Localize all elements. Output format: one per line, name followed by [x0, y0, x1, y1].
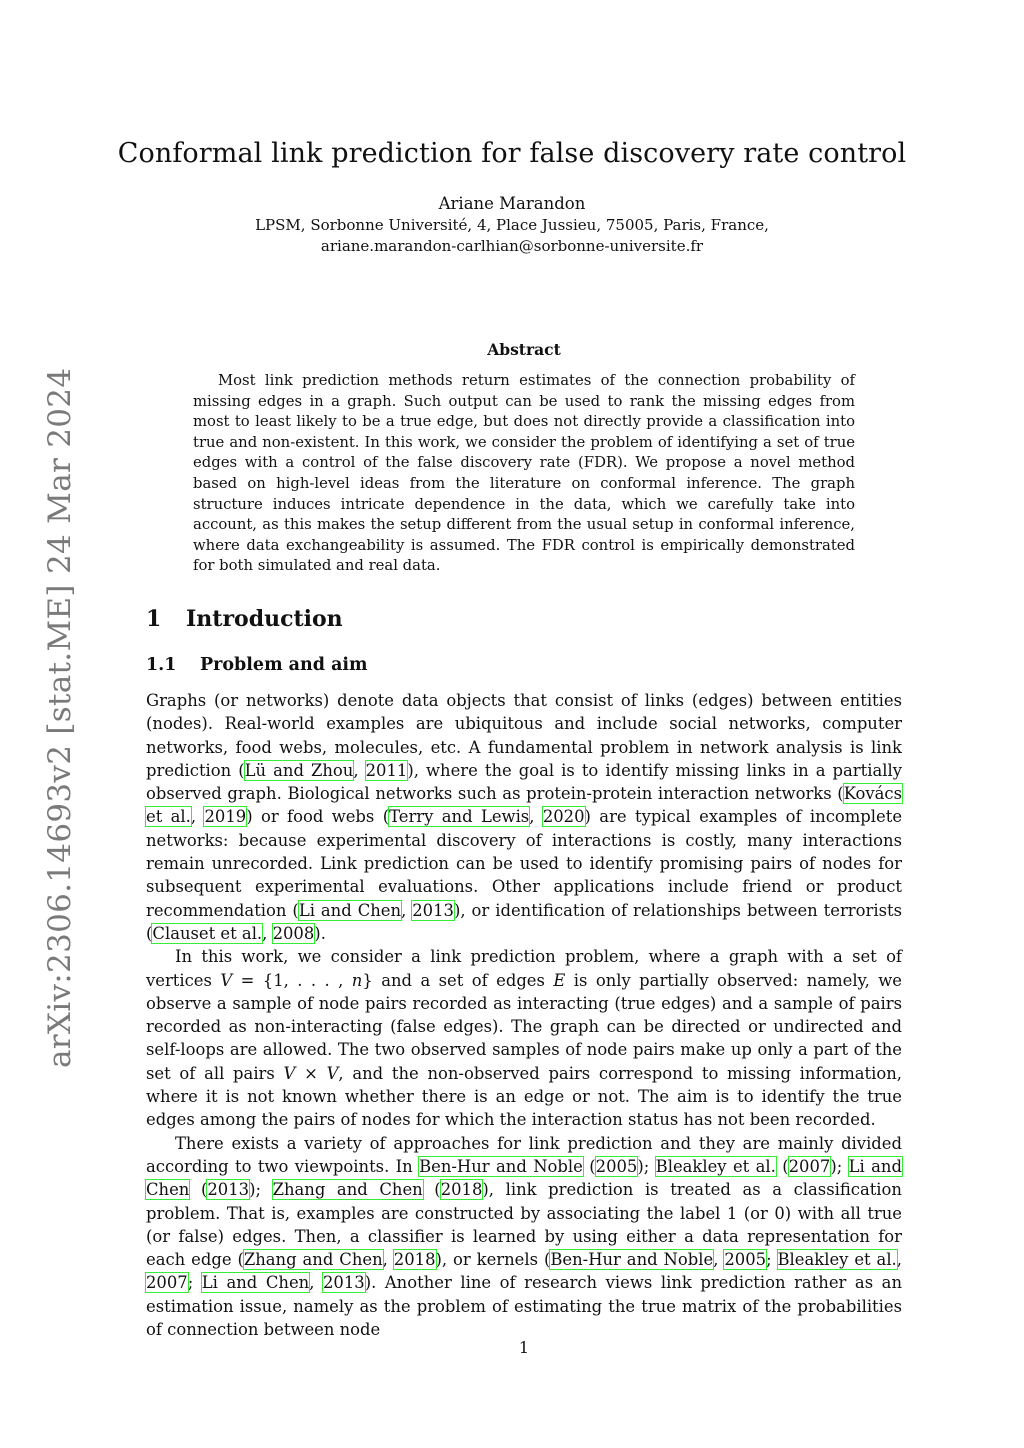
citation-link[interactable]: Zhang and Chen — [243, 1250, 383, 1270]
text-run: ), link prediction is treated as a classification problem. That is, examples are constructed by associating the label 1 (or 0) with all true (or false) edges. Then, a classifier is learned by using either a data representation for each edge ( — [146, 1180, 902, 1270]
text-run: ), or identification of relationships between terrorists ( — [146, 900, 902, 943]
math-symbol: n — [351, 970, 363, 990]
section-number: 1 — [146, 606, 162, 632]
text-run: ) are typical examples of incomplete networks: because experimental discovery of interactions is costly, many interactions remain unrecorded. Link prediction can be used to identify promising pairs of nodes for subsequent experimental evaluations. Other applications include friend or product recommendation ( — [146, 807, 903, 920]
text-run: ( — [189, 1180, 208, 1200]
citation-link[interactable]: Lü and Zhou — [244, 760, 354, 780]
citation-link[interactable]: Terry and Lewis — [389, 807, 530, 827]
text-run: = {1, . . . , — [232, 970, 352, 990]
text-run: ; — [187, 1273, 202, 1293]
citation-link[interactable]: Zhang and Chen — [272, 1180, 423, 1200]
citation-year-link[interactable]: 2018 — [440, 1180, 483, 1200]
text-run: ). Another line of research views link prediction rather as an estimation issue, namely as the problem of estimating the true matrix of the probabilities of connection between node — [146, 1273, 902, 1340]
citation-year-link[interactable]: 2020 — [542, 807, 585, 827]
math-symbol: V — [220, 970, 233, 990]
text-run: , — [382, 1250, 394, 1270]
citation-link[interactable]: Li and Chen — [146, 1156, 902, 1200]
text-run: There exists a variety of approaches for link prediction and they are mainly divided according to two viewpoints. In — [146, 1133, 902, 1176]
citation-link[interactable]: Ben-Hur and Noble — [419, 1156, 583, 1176]
citation-year-link[interactable]: 2005 — [595, 1156, 638, 1176]
citation-link[interactable]: Clauset et al. — [152, 923, 263, 943]
citation-year-link[interactable]: 2007 — [788, 1156, 831, 1176]
text-run: , — [896, 1250, 902, 1270]
math-symbol: E — [553, 970, 566, 990]
text-run: ); — [637, 1156, 656, 1176]
paper-title: Conformal link prediction for false discovery rate control — [117, 138, 907, 169]
text-run: is only partially observed: namely, we observe a sample of node pairs recorded as interacting (true edges) and a sample of pairs recorded as non-interacting (false edges). The graph can be directed or undirected and self-loops are allowed. The two observed samples of node pairs make up only a part of the set of all pairs — [146, 970, 903, 1083]
citation-year-link[interactable]: 2019 — [204, 807, 247, 827]
author-name: Ariane Marandon — [438, 194, 586, 213]
text-run: × — [295, 1063, 327, 1083]
text-run: , — [401, 900, 413, 920]
text-run: , — [262, 923, 273, 943]
text-run: In this work, we consider a link prediction problem, where a graph with a set of vertices — [146, 947, 902, 990]
abstract-heading: Abstract — [487, 340, 561, 359]
citation-link[interactable]: Li and Chen — [298, 900, 402, 920]
citation-year-link[interactable]: 2011 — [365, 760, 408, 780]
text-run: , — [190, 807, 205, 827]
author-email: ariane.marandon-carlhian@sorbonne-universite.fr — [320, 237, 704, 255]
subsection-heading — [146, 655, 368, 675]
arxiv-identifier: arXiv:2306.14693v2 [stat.ME] 24 Mar 2024 — [42, 367, 78, 1068]
paragraph-1 — [146, 689, 902, 945]
page-number: 1 — [518, 1338, 530, 1357]
text-run: ( — [582, 1156, 596, 1176]
citation-year-link[interactable]: 2018 — [393, 1250, 436, 1270]
text-run: ); — [249, 1180, 273, 1200]
citation-year-link[interactable]: 2005 — [724, 1250, 767, 1270]
citation-link[interactable]: Li and Chen — [201, 1273, 310, 1293]
text-run: , — [353, 760, 366, 780]
text-run: ). — [314, 923, 326, 943]
paragraph-3 — [146, 1132, 902, 1342]
text-run: ; — [766, 1250, 778, 1270]
subsection-title: Problem and aim — [200, 655, 368, 675]
citation-link[interactable]: Bleakley et al. — [655, 1156, 776, 1176]
citation-year-link[interactable]: 2013 — [207, 1180, 250, 1200]
author-affiliation: LPSM, Sorbonne Université, 4, Place Jussieu, 75005, Paris, France, — [255, 216, 769, 234]
citation-year-link[interactable]: 2013 — [322, 1273, 365, 1293]
text-run: , — [309, 1273, 323, 1293]
text-run: , and the non-observed pairs correspond to missing information, where it is not known whether there is an edge or not. The aim is to identify the true edges among the pairs of nodes for which the interaction status has not been recorded. — [146, 1063, 903, 1130]
text-run: , — [713, 1250, 725, 1270]
math-symbol: V — [326, 1063, 339, 1083]
text-run: ( — [422, 1180, 441, 1200]
citation-year-link[interactable]: 2013 — [412, 900, 454, 920]
subsection-number: 1.1 — [146, 655, 177, 675]
math-symbol: V — [283, 1063, 296, 1083]
citation-link[interactable]: Bleakley et al. — [777, 1250, 897, 1270]
text-run: ) or food webs ( — [246, 807, 390, 827]
citation-link[interactable]: Ben-Hur and Noble — [550, 1250, 714, 1270]
citation-year-link[interactable]: 2008 — [272, 923, 315, 943]
abstract-text: Most link prediction methods return estimates of the connection probability of missing edges in a graph. Such output can be used to rank the missing edges from most to least likely to be a true edge, but does not directly provide a classification into true and non-existent. In this work, we consider the problem of identifying a set of true edges with a control of the false discovery rate (FDR). We propose a novel method based on high-level ideas from the literature on conformal inference. The graph structure induces intricate dependence in the data, which we carefully take into account, as this makes the setup different from the usual setup in conformal inference, where data exchangeability is assumed. The FDR control is empirically demonstrated for both simulated and real data. — [193, 372, 855, 575]
text-run: ), or kernels ( — [435, 1250, 551, 1270]
text-run: ); — [830, 1156, 849, 1176]
text-run: , — [529, 807, 543, 827]
section-heading — [146, 606, 343, 632]
citation-link[interactable]: Kovács et al. — [146, 784, 902, 827]
text-run: ), where the goal is to identify missing links in a partially observed graph. Biological networks such as protein-protein interaction networks ( — [146, 760, 902, 804]
section-title: Introduction — [186, 606, 343, 632]
paragraph-2 — [146, 945, 902, 1131]
text-run: ( — [775, 1156, 789, 1176]
citation-year-link[interactable]: 2007 — [146, 1273, 188, 1293]
body-text — [146, 689, 902, 1341]
text-run: Graphs (or networks) denote data objects that consist of links (edges) between entities (nodes). Real-world examples are ubiquitous and include social networks, computer networks, food webs, molecules, etc. A fundamental problem in network analysis is link prediction ( — [146, 691, 902, 780]
text-run: } and a set of edges — [362, 970, 554, 990]
